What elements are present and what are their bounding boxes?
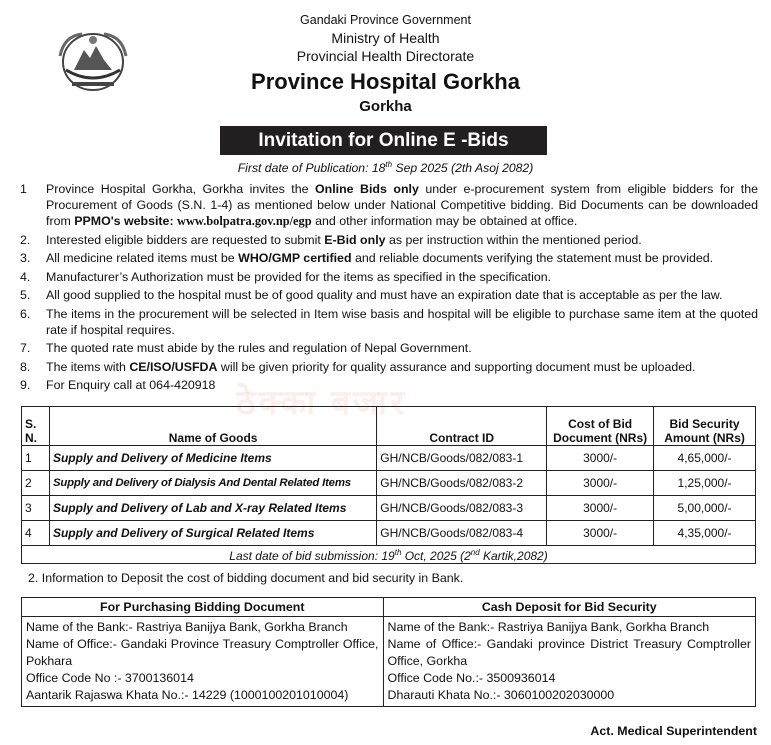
table-row: 4 Supply and Delivery of Surgical Related Items GH/NCB/Goods/082/083-4 3000/- 4,35,000/- [22,521,756,546]
terms-list [16,181,758,396]
list-item: 3. All medicine related items must be WHO/GMP certified and reliable documents verifying the statement must be provided. [20,251,714,265]
bank-table [21,597,756,707]
hospital-city: Gorkha [359,98,412,115]
bid-table [21,406,756,564]
list-item: 6. The items in the procurement will be selected in Item wise basis and hospital will be eligible to purchase same item at the quoted rate if hospital requires. [20,306,758,337]
government-name: Gandaki Province Government [300,13,471,27]
ministry-name: Ministry of Health [331,30,440,46]
table-header-row [22,407,756,446]
col-header-security: Bid Security Amount (NRs) [654,407,756,446]
hospital-title: Province Hospital Gorkha [251,69,520,94]
list-item: 2. Interested eligible bidders are requested to submit E-Bid only as per instruction within the mentioned period. [20,232,642,247]
bank-security-details: Name of the Bank:- Rastriya Banijya Bank, Gorkha Branch Name of Office:- Gandaki province District Treasury Comptroller Office, Gorkha Office Code No.:- 3500936014 Dharauti Khata No.:- 3060100202030000 [383,617,755,707]
signature-title: Act. Medical Superintendent [590,724,757,738]
table-row: 1 Supply and Delivery of Medicine Items GH/NCB/Goods/082/083-1 3000/- 4,65,000/- [22,446,756,471]
bolpatra-link[interactable]: www.bolpatra.gov.np/egp [177,214,312,228]
directorate-name: Provincial Health Directorate [296,48,475,64]
col-header-sn: S. N. [22,407,50,446]
watermark: ठेक्का बजार [236,384,408,422]
list-item: 7. The quoted rate must abide by the rules and regulation of Nepal Government. [20,341,472,355]
list-item: 4. Manufacturer’s Authorization must be provided for the items as specified in the specification. [20,269,552,284]
notice-banner: Invitation for Online E -Bids [220,126,547,155]
col-header-contract: Contract ID [377,407,547,446]
bank-document-details: Name of the Bank:- Rastriya Banijya Bank, Gorkha Branch Name of Office:- Gandaki Province Treasury Comptroller Office, Pokhara Office Code No :- 3700136014 Aantarik Rajaswa Khata No.:- 14229 (1000100201010004) [22,617,384,707]
list-item: 5. All good supplied to the hospital must be of good quality and must have an expiration date that is acceptable as per the law. [20,288,723,302]
bank-header-document: For Purchasing Bidding Document [22,598,384,617]
last-date-row [22,546,756,564]
table-row: 3 Supply and Delivery of Lab and X-ray Related Items GH/NCB/Goods/082/083-3 3000/- 5,00,000/- [22,496,756,521]
publication-date: First date of Publication: 18th Sep 2025 (2th Asoj 2082) [237,160,534,176]
bank-header-security: Cash Deposit for Bid Security [383,598,755,617]
col-header-cost: Cost of Bid Document (NRs) [547,407,654,446]
last-submission-date: Last date of bid submission: 19th Oct, 2025 (2nd Kartik,2082) [22,546,756,564]
bank-info-title: 2. Information to Deposit the cost of bidding document and bid security in Bank. [28,571,464,585]
list-item: 1 Province Hospital Gorkha, Gorkha invites the Online Bids only under e-procurement system from eligible bidders for the Procurement of Goods (S.N. 1-4) as mentioned below under National Competitive bidding. Bid Documents can be downloaded from PPMO's website: www.bolpatra.gov.np/egp and other information may be obtained at office. [20,182,758,228]
col-header-goods: Name of Goods [49,407,376,446]
table-row: 2 Supply and Delivery of Dialysis And Dental Related Items GH/NCB/Goods/082/083-2 3000/- 1,25,000/- [22,471,756,496]
list-item: 8. The items with CE/ISO/USFDA will be given priority for quality assurance and supporting document must be uploaded. [20,359,696,374]
list-item: 9. For Enquiry call at 064-420918 [20,378,216,392]
